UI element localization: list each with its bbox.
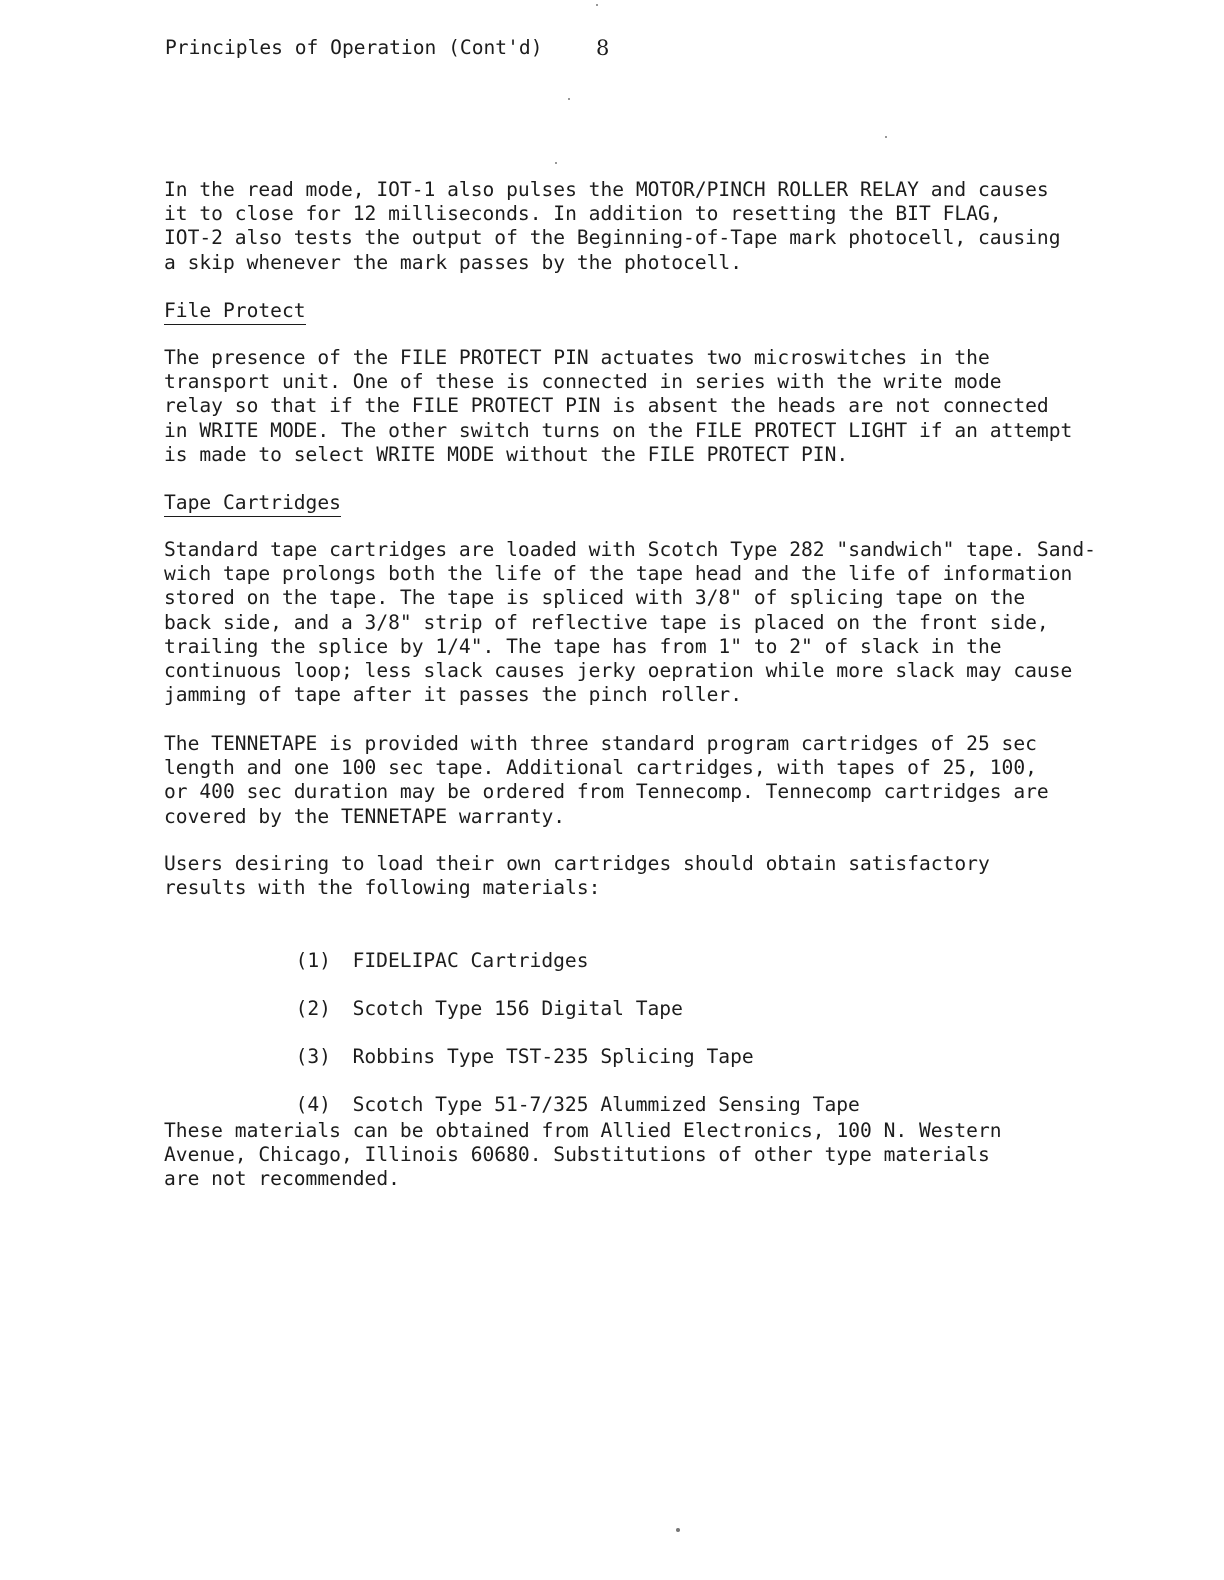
scan-speck — [885, 136, 887, 138]
page-number: 8 — [596, 36, 610, 60]
scan-speck — [568, 98, 570, 100]
scan-speck — [676, 1528, 680, 1532]
materials-item-text: FIDELIPAC Cartridges — [352, 949, 589, 972]
tape-cartridges-paragraph-4: These materials can be obtained from Allied Electronics, 100 N. Western Avenue, Chicago, Illinois 60680. Substitutions of other type materials are not recommended. — [164, 1119, 1002, 1191]
intro-paragraph: In the read mode, IOT-1 also pulses the MOTOR/PINCH ROLLER RELAY and causes it to close for 12 milliseconds. In addition to resetting the BIT FLAG, IOT-2 also tests the output of the Beginning-of-Tape mark photocell, causing a skip whenever the mark passes by the photocell. — [164, 178, 1061, 274]
materials-list-item — [272, 925, 589, 973]
tape-cartridges-heading: Tape Cartridges — [164, 491, 341, 517]
materials-list-item — [272, 1021, 754, 1069]
tape-cartridges-paragraph-2: The TENNETAPE is provided with three standard program cartridges of 25 sec length and one 100 sec tape. Additional cartridges, with tapes of 25, 100, or 400 sec duration may be ordered from Tennecomp. Tennecomp cartridges are covered by the TENNETAPE warranty. — [164, 732, 1049, 828]
materials-list-item — [272, 1069, 860, 1117]
materials-item-number: (2) — [295, 997, 331, 1020]
tape-cartridges-paragraph-1: Standard tape cartridges are loaded with Scotch Type 282 "sandwich" tape. Sand- wich tape prolongs both the life of the tape head and the life of information stored on the tape. The tape is spliced with 3/8" of splicing tape on the back side, and a 3/8" strip of reflective tape is placed on the front side, trailing the splice by 1/4". The tape has from 1" to 2" of slack in the continuous loop; less slack causes jerky oepration while more slack may cause jamming of tape after it passes the pinch roller. — [164, 538, 1096, 707]
tape-cartridges-paragraph-3: Users desiring to load their own cartridges should obtain satisfactory results with the following materials: — [164, 852, 990, 900]
scan-speck — [596, 4, 598, 6]
materials-item-number: (3) — [295, 1045, 331, 1068]
file-protect-paragraph: The presence of the FILE PROTECT PIN actuates two microswitches in the transport unit. One of these is connected in series with the write mode relay so that if the FILE PROTECT PIN is absent the heads are not connected in WRITE MODE. The other switch turns on the FILE PROTECT LIGHT if an attempt is made to select WRITE MODE without the FILE PROTECT PIN. — [164, 346, 1073, 466]
materials-item-text: Robbins Type TST-235 Splicing Tape — [352, 1045, 754, 1068]
materials-item-text: Scotch Type 51-7/325 Alummized Sensing Tape — [352, 1093, 860, 1116]
file-protect-heading: File Protect — [164, 299, 306, 325]
materials-item-text: Scotch Type 156 Digital Tape — [352, 997, 683, 1020]
page-header-title: Principles of Operation (Cont'd) — [165, 36, 543, 59]
materials-list-item — [272, 973, 683, 1021]
scan-speck — [555, 162, 557, 164]
materials-item-number: (4) — [295, 1093, 331, 1116]
materials-item-number: (1) — [295, 949, 331, 972]
